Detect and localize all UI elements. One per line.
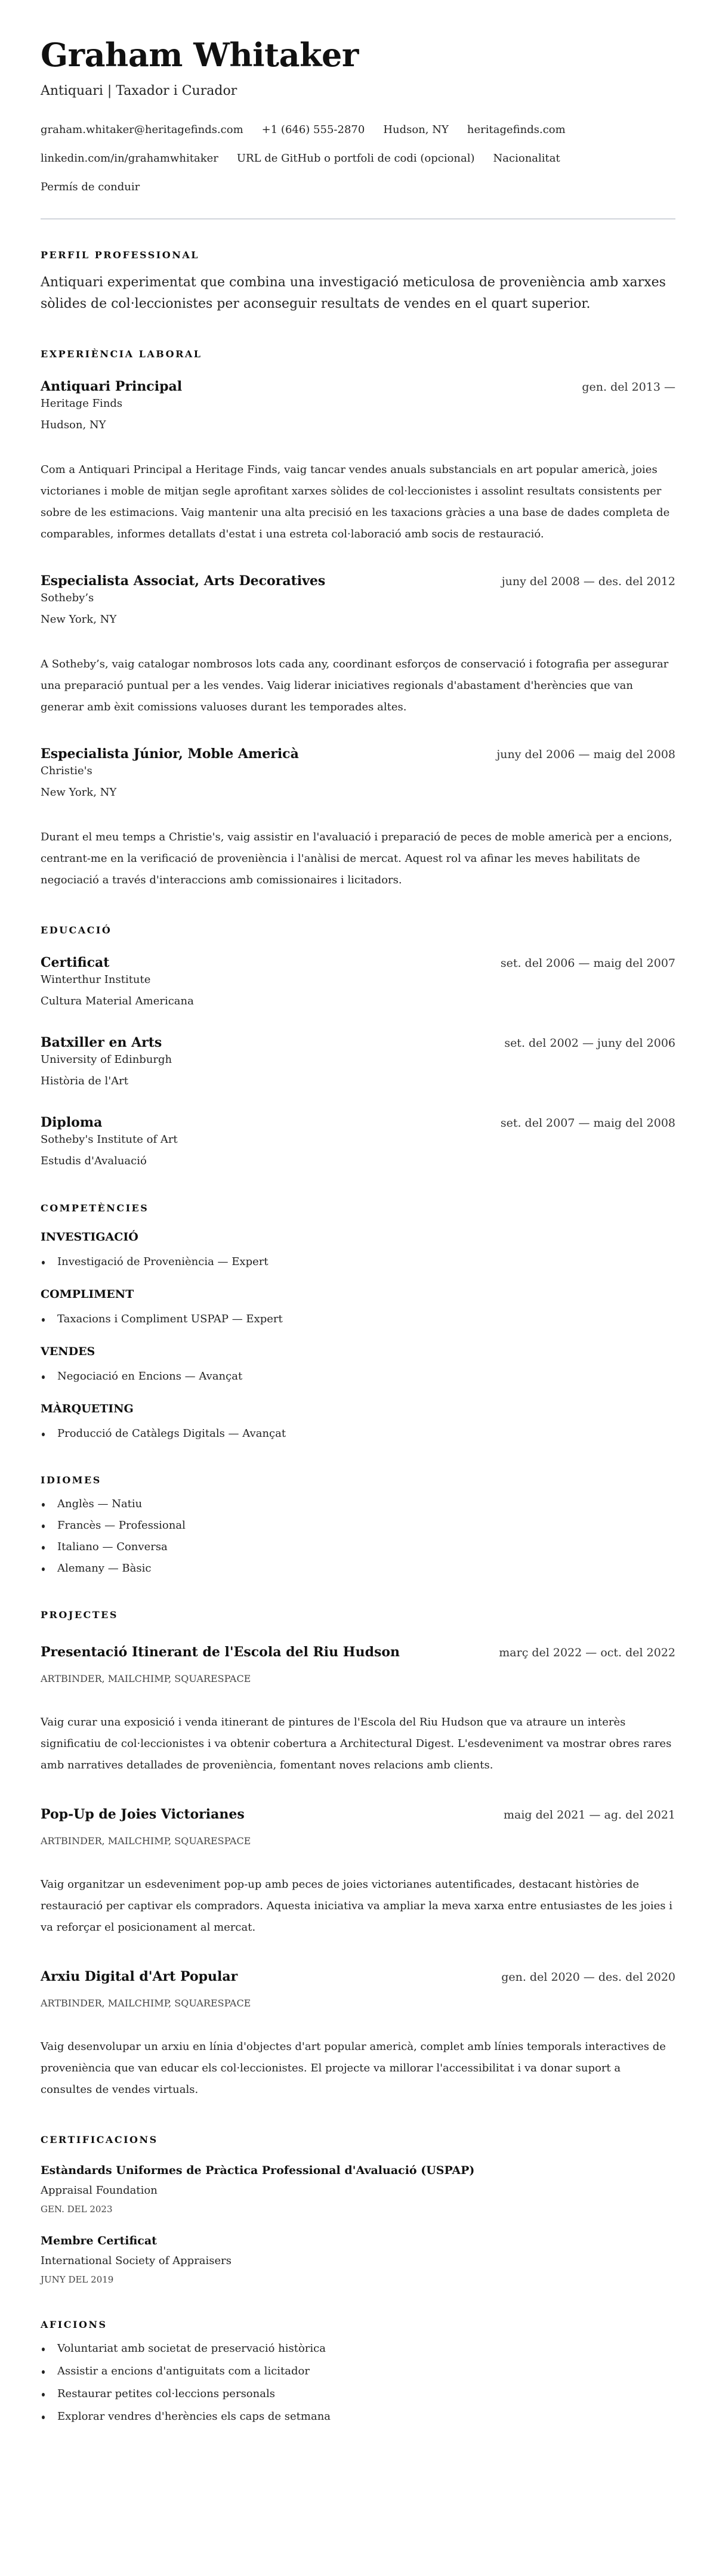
language-item: Italiano — Conversa	[41, 1540, 675, 1554]
resume-header	[41, 36, 675, 194]
skill-item: Producció de Catàlegs Digitals — Avançat	[41, 1427, 675, 1441]
experience-section	[41, 348, 675, 891]
job-location: Hudson, NY	[41, 419, 106, 431]
skill-category: INVESTIGACIÓ	[41, 1230, 138, 1244]
section-title: PERFIL PROFESSIONAL	[41, 249, 199, 261]
job-description: Durant el meu temps a Christie's, vaig assistir en l'avaluació i preparació de peces de moble americà per a encions, centrant-me en la verificació de proveniència i l'anàlisi de mercat. Aquest rol va afinar les meves habilitats de negociació a través d'interaccions amb comissionaires i licitadors.	[41, 831, 672, 886]
experience-entry	[41, 378, 675, 545]
project-dates: gen. del 2020 — des. del 2020	[501, 1971, 675, 1984]
project-tech: ARTBINDER, MAILCHIMP, SQUARESPACE	[41, 1835, 251, 1847]
experience-entry	[41, 746, 675, 891]
field-of-study: Cultura Material Americana	[41, 995, 194, 1007]
section-title: COMPETÈNCIES	[41, 1202, 149, 1214]
school-name: Winterthur Institute	[41, 973, 151, 986]
field-of-study: Història de l'Art	[41, 1075, 129, 1087]
candidate-name: Graham Whitaker	[41, 36, 359, 74]
certification-issuer: Appraisal Foundation	[41, 2184, 158, 2197]
education-section	[41, 924, 675, 1169]
hobbies-section	[41, 2319, 675, 2424]
project-name: Pop-Up de Joies Victorianes	[41, 1807, 245, 1822]
hobby-item: Restaurar petites col·leccions personals	[41, 2387, 675, 2401]
project-dates: març del 2022 — oct. del 2022	[499, 1646, 675, 1659]
education-dates: set. del 2007 — maig del 2008	[500, 1117, 675, 1130]
project-entry	[41, 1968, 675, 2101]
school-name: University of Edinburgh	[41, 1053, 172, 1066]
project-name: Arxiu Digital d'Art Popular	[41, 1969, 238, 1984]
job-company: Sotheby’s	[41, 592, 94, 604]
job-location: New York, NY	[41, 786, 117, 799]
job-dates: juny del 2008 — des. del 2012	[501, 575, 675, 588]
skill-category: VENDES	[41, 1345, 95, 1358]
school-name: Sotheby's Institute of Art	[41, 1133, 178, 1146]
skill-group	[41, 1344, 675, 1384]
skills-section	[41, 1202, 675, 1441]
candidate-headline: Antiquari | Taxador i Curador	[41, 84, 237, 98]
project-description: Vaig desenvolupar un arxiu en línia d'objectes d'art popular americà, complet amb línies temporals interactives de proveniència que van educar els col·leccionistes. El projecte va millorar l'accessibilitat i va donar suport a consultes de vendes virtuals.	[41, 2040, 666, 2096]
certification-entry	[41, 2233, 675, 2286]
contact-row	[41, 123, 675, 137]
education-entry	[41, 1114, 675, 1169]
hobby-item: Assistir a encions d'antiguitats com a licitador	[41, 2364, 675, 2379]
section-title: EXPERIÈNCIA LABORAL	[41, 348, 202, 360]
certification-date: GEN. DEL 2023	[41, 2204, 113, 2215]
skill-category: MÀRQUETING	[41, 1402, 134, 1415]
job-description: Com a Antiquari Principal a Heritage Finds, vaig tancar vendes anuals substancials en art popular americà, joies victorianes i moble de mitjan segle aprofitant xarxes sòlides de col·leccionistes i assolint resultats consistents per sobre de les estimacions. Vaig mantenir una alta precisió en les taxacions gràcies a una base de dades completa de comparables, informes detallats d'estat i una estreta col·laboració amb socis de restauració.	[41, 463, 670, 540]
language-item: Anglès — Natiu	[41, 1497, 675, 1511]
section-title: AFICIONS	[41, 2319, 107, 2330]
language-item: Francès — Professional	[41, 1519, 675, 1533]
job-company: Heritage Finds	[41, 397, 123, 410]
education-dates: set. del 2002 — juny del 2006	[504, 1037, 675, 1050]
job-location: New York, NY	[41, 613, 117, 626]
contact-nationality: Nacionalitat	[493, 152, 560, 165]
certification-date: JUNY DEL 2019	[41, 2274, 114, 2285]
job-title: Especialista Associat, Arts Decoratives	[41, 573, 326, 589]
certification-entry	[41, 2163, 675, 2215]
contact-website[interactable]: heritagefinds.com	[467, 123, 566, 136]
skill-group	[41, 1287, 675, 1326]
section-title: PROJECTES	[41, 1609, 118, 1621]
project-entry	[41, 1644, 675, 1776]
languages-section	[41, 1474, 675, 1576]
job-title: Antiquari Principal	[41, 379, 183, 394]
job-dates: gen. del 2013 —	[582, 381, 675, 394]
degree-title: Certificat	[41, 955, 110, 970]
certification-issuer: International Society of Appraisers	[41, 2255, 232, 2267]
project-name: Presentació Itinerant de l'Escola del Riu Hudson	[41, 1644, 400, 1660]
contact-linkedin[interactable]: linkedin.com/in/grahamwhitaker	[41, 152, 218, 165]
section-title: EDUCACIÓ	[41, 924, 112, 936]
project-entry	[41, 1806, 675, 1938]
contact-phone[interactable]: +1 (646) 555-2870	[261, 123, 365, 136]
project-description: Vaig curar una exposició i venda itinerant de pintures de l'Escola del Riu Hudson que va atraure un interès significatiu de col·leccionistes i va obtenir cobertura a Architectural Digest. L'esdeveniment va mostrar obres rares amb narratives detallades de proveniència, fomentant noves relacions amb clients.	[41, 1716, 672, 1771]
contact-row	[41, 180, 675, 194]
language-item: Alemany — Bàsic	[41, 1561, 675, 1576]
job-company: Christie's	[41, 765, 92, 777]
skill-category: COMPLIMENT	[41, 1288, 134, 1301]
certification-name: Membre Certificat	[41, 2234, 157, 2247]
job-dates: juny del 2006 — maig del 2008	[496, 748, 675, 761]
degree-title: Diploma	[41, 1115, 103, 1130]
skill-item: Negociació en Encions — Avançat	[41, 1369, 675, 1384]
project-dates: maig del 2021 — ag. del 2021	[503, 1808, 675, 1822]
skill-item: Taxacions i Compliment USPAP — Expert	[41, 1312, 675, 1326]
field-of-study: Estudis d'Avaluació	[41, 1155, 147, 1167]
experience-entry	[41, 573, 675, 718]
certification-name: Estàndards Uniformes de Pràctica Professional d'Avaluació (USPAP)	[41, 2164, 475, 2177]
job-title: Especialista Júnior, Moble Americà	[41, 746, 299, 762]
education-entry	[41, 1034, 675, 1089]
section-title: IDIOMES	[41, 1474, 101, 1486]
contact-location: Hudson, NY	[383, 123, 449, 136]
hobby-item: Voluntariat amb societat de preservació històrica	[41, 2342, 675, 2356]
header-divider	[41, 218, 675, 219]
certifications-section	[41, 2134, 675, 2286]
profile-section	[41, 249, 675, 315]
education-entry	[41, 954, 675, 1009]
section-title: CERTIFICACIONS	[41, 2134, 158, 2145]
contact-github[interactable]: URL de GitHub o portfoli de codi (opcional)	[236, 152, 475, 165]
contact-email[interactable]: graham.whitaker@heritagefinds.com	[41, 123, 243, 136]
projects-section	[41, 1609, 675, 2101]
project-tech: ARTBINDER, MAILCHIMP, SQUARESPACE	[41, 1673, 251, 1684]
education-dates: set. del 2006 — maig del 2007	[500, 957, 675, 970]
hobby-item: Explorar vendres d'herències els caps de setmana	[41, 2410, 675, 2424]
project-tech: ARTBINDER, MAILCHIMP, SQUARESPACE	[41, 1997, 251, 2009]
profile-summary: Antiquari experimentat que combina una investigació meticulosa de proveniència amb xarxes sòlides de col·leccionistes per aconseguir resultats de vendes en el quart superior.	[41, 275, 666, 311]
skill-item: Investigació de Proveniència — Expert	[41, 1255, 675, 1269]
degree-title: Batxiller en Arts	[41, 1035, 162, 1050]
job-description: A Sotheby’s, vaig catalogar nombrosos lots cada any, coordinant esforços de conservació i fotografia per assegurar una preparació puntual per a les vendes. Vaig liderar iniciatives regionals d'abastament d'herències que van generar amb èxit comissions valuoses durant les temporades altes.	[41, 658, 669, 713]
skill-group	[41, 1230, 675, 1269]
skill-group	[41, 1402, 675, 1441]
contact-driving-license: Permís de conduir	[41, 181, 140, 193]
project-description: Vaig organitzar un esdeveniment pop-up amb peces de joies victorianes autentificades, destacant històries de restauració per captivar els compradors. Aquesta iniciativa va ampliar la meva xarxa entre entusiastes de les joies i va reforçar el posicionament al mercat.	[41, 1878, 672, 1934]
contact-row	[41, 151, 675, 166]
